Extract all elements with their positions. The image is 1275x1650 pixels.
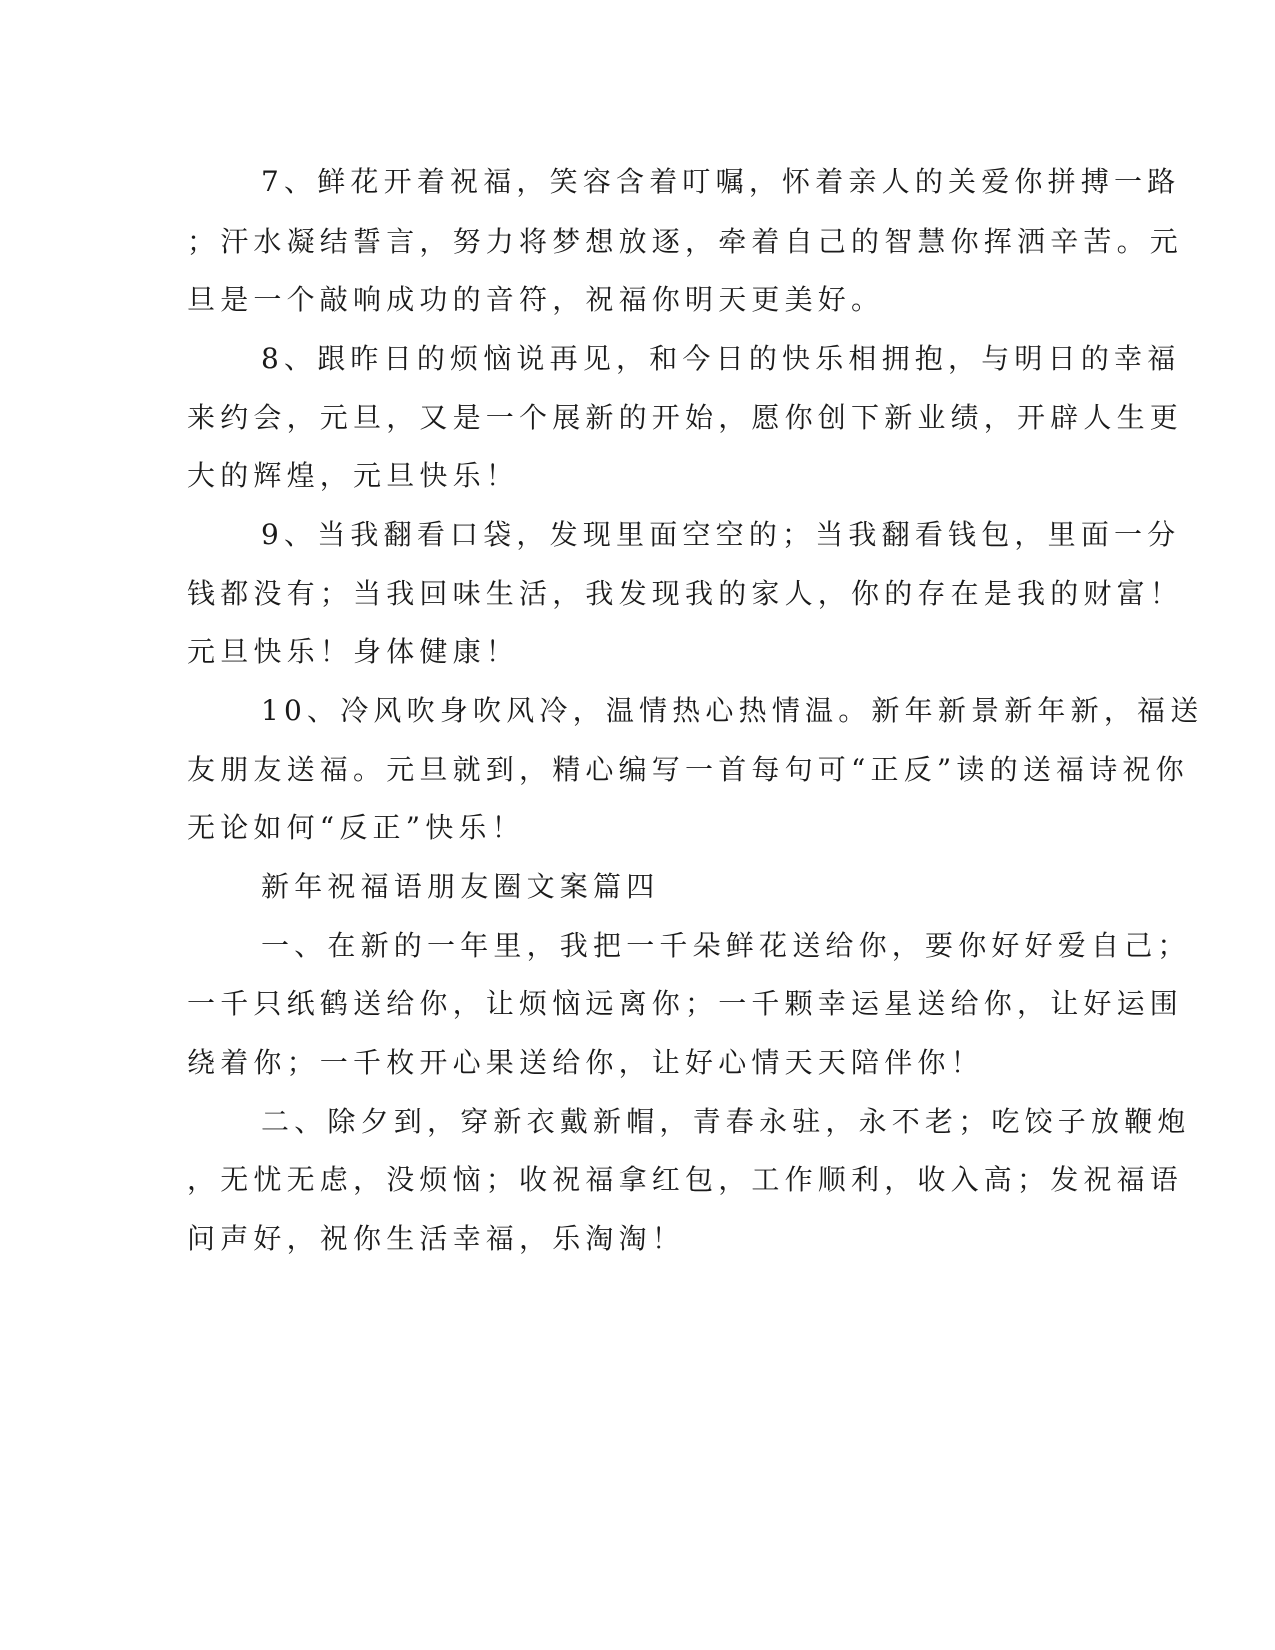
text-line: 10、冷风吹身吹风冷，温情热心热情温。新年新景新年新，福送 <box>261 694 1204 727</box>
text-line: 8、跟昨日的烦恼说再见，和今日的快乐相拥抱，与明日的幸福 <box>261 342 1181 375</box>
text-line: ；汗水凝结誓言，努力将梦想放逐，牵着自己的智慧你挥洒辛苦。元 <box>187 225 1184 258</box>
text-line: 7、鲜花开着祝福，笑容含着叮嘱，怀着亲人的关爱你拼搏一路 <box>261 165 1181 198</box>
text-line: 无论如何“反正”快乐！ <box>187 811 525 844</box>
text-line: 一千只纸鹤送给你，让烦恼远离你；一千颗幸运星送给你，让好运围 <box>187 987 1184 1020</box>
text-line: 一、在新的一年里，我把一千朵鲜花送给你，要你好好爱自己； <box>261 929 1191 962</box>
section-heading: 新年祝福语朋友圈文案篇四 <box>261 870 660 903</box>
text-line: 绕着你；一千枚开心果送给你，让好心情天天陪伴你！ <box>187 1046 984 1079</box>
text-line: 钱都没有；当我回味生活，我发现我的家人，你的存在是我的财富！ <box>187 577 1184 610</box>
text-line: 旦是一个敲响成功的音符，祝福你明天更美好。 <box>187 283 885 316</box>
text-line: 来约会，元旦，又是一个展新的开始，愿你创下新业绩，开辟人生更 <box>187 401 1184 434</box>
text-line: 友朋友送福。元旦就到，精心编写一首每句可“正反”读的送福诗祝你 <box>187 753 1189 786</box>
text-line: 大的辉煌，元旦快乐！ <box>187 459 520 492</box>
text-line: 二、除夕到，穿新衣戴新帽，青春永驻，永不老；吃饺子放鞭炮 <box>261 1105 1191 1138</box>
text-line: 问声好，祝你生活幸福，乐淘淘！ <box>187 1222 686 1255</box>
text-line: 9、当我翻看口袋，发现里面空空的；当我翻看钱包，里面一分 <box>261 518 1181 551</box>
text-line: 元旦快乐！身体健康！ <box>187 635 520 668</box>
text-line: ，无忧无虑，没烦恼；收祝福拿红包，工作顺利，收入高；发祝福语 <box>187 1163 1184 1196</box>
